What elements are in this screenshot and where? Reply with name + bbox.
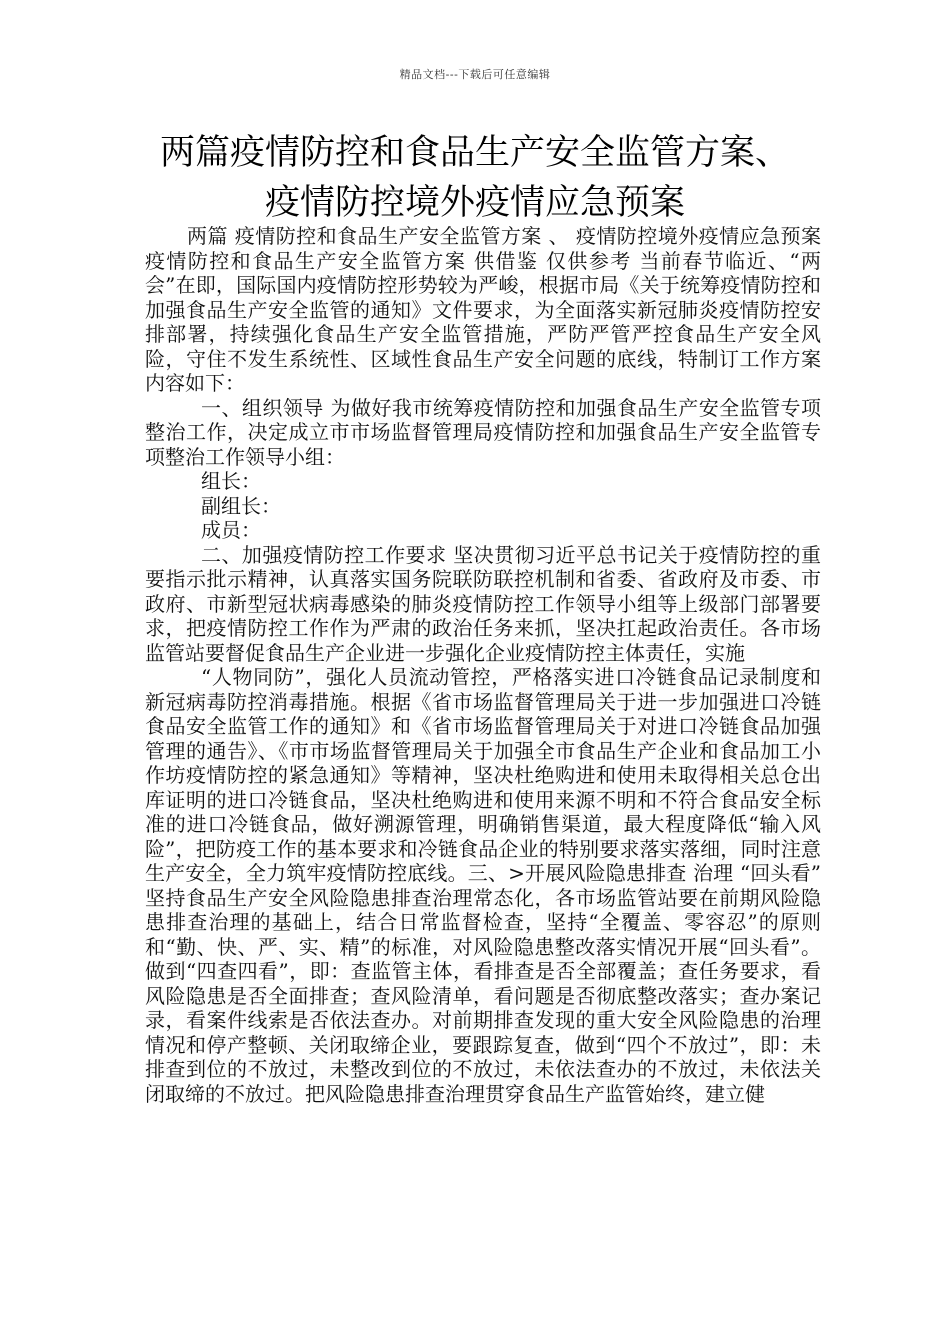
title-line-2: 疫情防控境外疫情应急预案 [264,183,685,223]
members-label: 成员： [201,518,261,542]
section-risk-inspection-paragraph: “人物同防”，强化人员流动管控，严格落实进口冷链食品记录制度和新冠病毒防控消毒措施。根据《省市场监督管理局关于进一步加强进口冷链食品安全监管工作的通知》和《省市场监督管理局关于对进口冷链食品加强管理的通告》、《市市场监督管理局关于加强全市食品生产企业和食品加工小作坊疫情防控的紧急通知》等精神，坚决杜绝购进和使用未取得相关总仓出库证明的进口冷链食品，坚决杜绝购进和使用来源不明和不符合食品安全标准的进口冷链食品，做好溯源管理，明确销售渠道，最大程度降低“输入风险”，把防疫工作的基本要求和冷链食品企业的特别要求落实落细，同时注意生产安全，全力筑牢疫情防控底线。三、>开展风险隐患排查 治理 “回头看” 坚持食品生产安全风险隐患排查治理常态化，各市场监管站要在前期风险隐患排查治理的基础上，结合日常监督检查，坚持“全覆盖、零容忍”的原则和“勤、快、严、实、精”的标准，对风险隐患整改落实情况开展“回头看”。做到“四查四看”，即：查监管主体，看排查是否全部覆盖；查任务要求，看风险隐患是否全面排查；查风险清单，看问题是否彻底整改落实；查办案记录，看案件线索是否依法查办。对前期排查发现的重大安全风险隐患的治理情况和停产整顿、关闭取缔企业，要跟踪复查，做到“四个不放过”，即：未排查到位的不放过，未整改到位的不放过，未依法查办的不放过，未依法关闭取缔的不放过。把风险隐患排查治理贯穿食品生产监管始终，建立健 [145,665,821,1106]
title-line-1: 两篇疫情防控和食品生产安全监管方案、 [159,133,790,173]
intro-paragraph: 两篇 疫情防控和食品生产安全监管方案 、 疫情防控境外疫情应急预案 疫情防控和食品生产安全监管方案 供借鉴 仅供参考 当前春节临近、“两会”在即，国际国内疫情防控形势较为严峻，根据市局《关于统筹疫情防控和加强食品生产安全监管的通知》文件要求，为全面落实新冠肺炎疫情防控安排部署，持续强化食品生产安全监管措施，严防严管严控食品生产安全风险，守住不发生系统性、区域性食品生产安全问题的底线，特制订工作方案内容如下： [145,224,821,395]
section-organization-paragraph: 一、组织领导 为做好我市统筹疫情防控和加强食品生产安全监管专项整治工作，决定成立市市场监督管理局疫情防控和加强食品生产安全监管专项整治工作领导小组： [145,395,821,469]
page-header: 精品文档---下载后可任意编辑 [399,68,551,81]
team-leader-label: 组长： [201,469,261,493]
document-body [145,224,821,1106]
deputy-leader-label: 副组长： [201,493,281,518]
document-title [100,128,850,228]
section-epidemic-control-paragraph: 二、加强疫情防控工作要求 坚决贯彻习近平总书记关于疫情防控的重要指示批示精神，认真落实国务院联防联控机制和省委、省政府及市委、市政府、市新型冠状病毒感染的肺炎疫情防控工作领导小组等上级部门部署要求，把疫情防控工作作为严肃的政治任务来抓，坚决扛起政治责任。各市场监管站要督促食品生产企业进一步强化企业疫情防控主体责任，实施 [145,542,821,665]
